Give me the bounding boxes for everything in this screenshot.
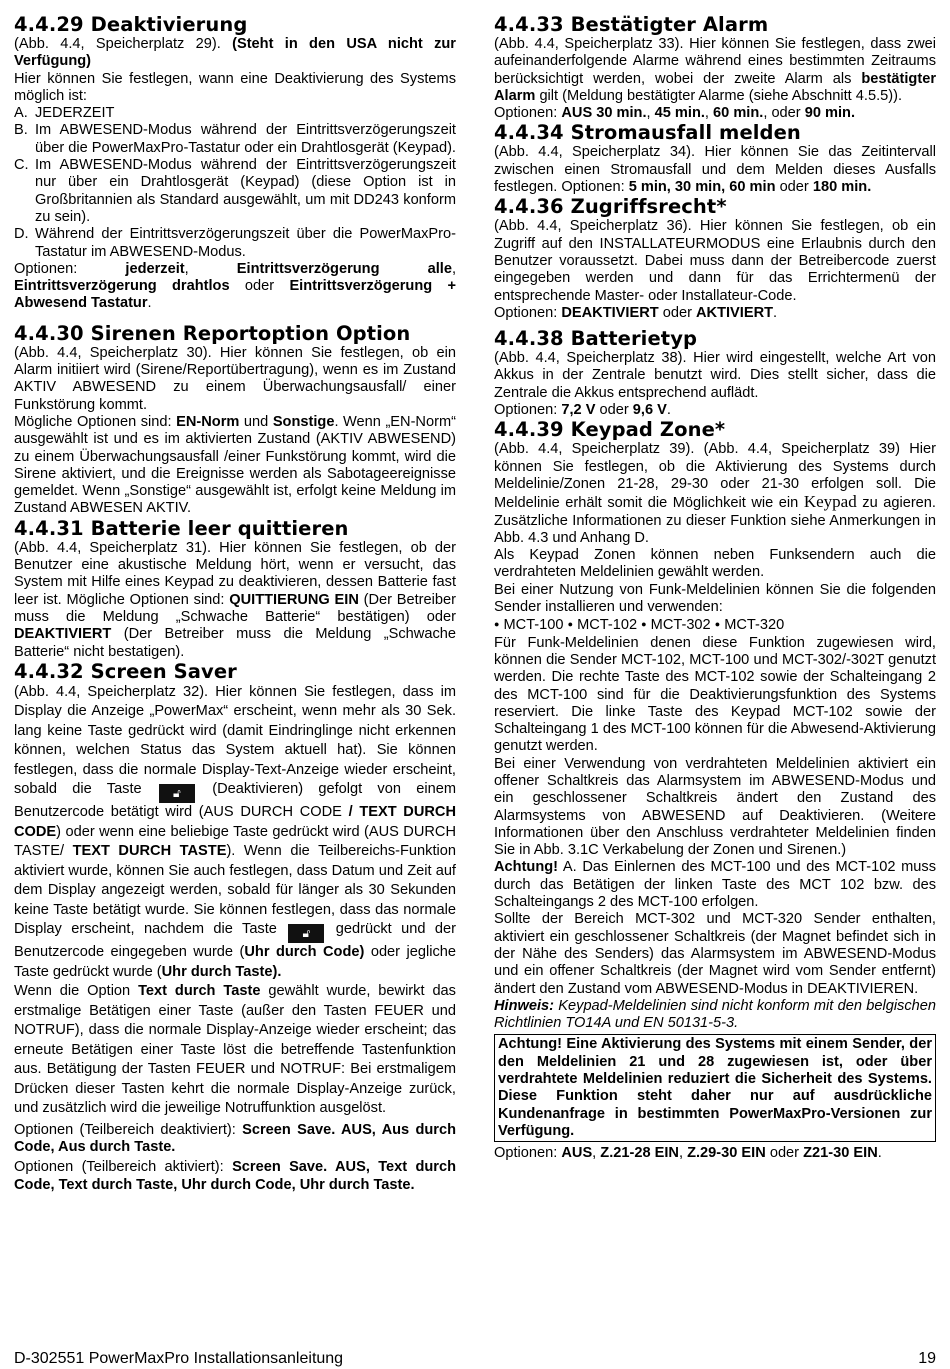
sender-item: MCT-100 (503, 617, 564, 634)
paragraph: (Abb. 4.4, Speicherplatz 34). Hier können Sie das Zeitintervall zwischen einen Stromausfall und dem Melden dieses Ausfalls festlegen. Optionen: 5 min, 30 min, 60 min oder 180 min. (494, 144, 936, 196)
bullet-icon: ● (714, 619, 721, 630)
bullet-icon: ● (641, 619, 647, 630)
section-4-4-34 (494, 122, 936, 196)
unlock-key-icon: 🔓︎ (288, 924, 324, 943)
paragraph: Optionen (Teilbereich aktiviert): Screen Save. AUS, Text durch Code, Text durch Taste, Uhr durch Code, Uhr durch Taste. (14, 1159, 456, 1193)
left-column (14, 14, 456, 1194)
footer-page-number: 19 (918, 1350, 936, 1367)
sender-item: MCT-102 (577, 617, 638, 634)
paragraph: Optionen (Teilbereich deaktiviert): Screen Save. AUS, Aus durch Code, Aus durch Taste. (14, 1121, 457, 1156)
list-item: C. Im ABWESEND-Modus während der Eintrittsverzögerungszeit nur über ein Drahtlosgerät (Keypad) (diese Option ist in Großbritannien als Standard ausgewählt, um mit DD243 konform zu sein). (14, 157, 456, 225)
paragraph: (Abb. 4.4, Speicherplatz 38). Hier wird eingestellt, welche Art von Akkus in der Zentrale benutzt wird. Dies stellt sicher, dass die Zentrale die Akkus entsprechend auflädt. (494, 350, 936, 401)
paragraph: (Abb. 4.4, Speicherplatz 36). Hier können Sie festlegen, ob ein Zugriff auf den INSTALLATEURMODUS eine Erlaubnis durch den Benutzer voraussetzt. Dabei muss dann der Betreibercode zuerst eingegeben werden und dann für das Errichtermenü der entsprechende Master- oder Installateur-Code. (494, 218, 936, 304)
sender-item: MCT-320 (724, 617, 785, 634)
bullet-icon: ● (494, 619, 500, 630)
paragraph: (Abb. 4.4, Speicherplatz 39). (Abb. 4.4, Speicherplatz 39) Hier können Sie festlegen, ob die Aktivierung des Systems durch Meldelinie/Zonen 21-28, 29-30 oder 21-30 erfolgen soll. Die Meldelinie erhält somit die Möglichkeit wie ein Keypad zu agieren. Zusätzliche Informationen zu dieser Funktion siehe Anmerkungen in Abb. 4.3 und Anhang D. (494, 441, 936, 546)
paragraph: (Abb. 4.4, Speicherplatz 32). Hier können Sie festlegen, dass im Display die Anzeige „PowerMax“ erscheint, wenn mehr als 30 Sek. lang keine Taste gedrückt wird (damit Eindringlinge nicht erkennen können, welchen Status das System aktuell hat). Sie können festlegen, dass die normale Display-Text-Anzeige wieder erscheint, sobald die Taste 🔓︎ (Deaktivieren) gefolgt von einem Benutzercode betätigt wird (AUS DURCH CODE / TEXT DURCH CODE) oder wenn eine beliebige Taste gedrückt wird (AUS DURCH TASTE/ TEXT DURCH TASTE). Wenn die Teilbereichs-Funktion aktiviert wurde, können Sie auch festlegen, dass Datum und Zeit auf dem Display angezeigt werden, sobald für länger als 30 Sekunden keine Taste betätigt wurde. Sie können festlegen, dass das normale Display erscheint, nachdem die Taste 🔓︎ gedrückt und der Benutzercode eingegeben wurde (Uhr durch Code) oder jegliche Taste gedrückt wurde (Uhr durch Taste). (14, 683, 457, 980)
section-4-4-38 (494, 328, 936, 419)
footer-document-title: D-302551 PowerMaxPro Installationsanleitung (14, 1350, 344, 1367)
sender-list (494, 616, 936, 634)
bullet-icon: ● (567, 619, 574, 630)
warning-box: Achtung! Eine Aktivierung des Systems mit einem Sender, der den Meldelinien 21 und 28 zugewiesen ist, oder über verdrahtete Meldelinien reduziert die Sicherheit des Systems. Diese Funktion steht daher nur auf ausdrückliche Kundenanfrage in bestimmten PowerMaxPro-Versionen zur Verfügung. (494, 1034, 936, 1142)
section-4-4-29 (14, 14, 456, 313)
section-4-4-39 (494, 419, 936, 1162)
section-4-4-30 (14, 323, 456, 518)
list-item: B. Im ABWESEND-Modus während der Eintrittsverzögerungszeit über die PowerMaxPro-Tastatur oder ein Drahtlosgerät (Keypad). (14, 122, 456, 156)
options-paragraph: Optionen: 7,2 V oder 9,6 V. (494, 402, 671, 419)
paragraph: Bei einer Nutzung von Funk-Meldelinien können Sie die folgenden Sender installieren und verwenden: (494, 581, 936, 616)
paragraph: Hier können Sie festlegen, wann eine Deaktivierung des Systems möglich ist: (14, 70, 456, 104)
unlock-key-icon: 🔓︎ (159, 784, 195, 803)
paragraph: Sollte der Bereich MCT-302 und MCT-320 Sender enthalten, aktiviert ein geschlossener Schaltkreis (der Magnet befindet sich in der Nähe des Senders) das Alarmsystem im ABWESEND-Modus und ein offener Schaltkreis (der Magnet wird vom Sender entfernt) ändert den Zustand vom ABWESEND-Modus in DEAKTIVIEREN. (494, 911, 936, 997)
section-4-4-33 (494, 14, 936, 122)
section-4-4-36 (494, 196, 936, 322)
options-paragraph: Optionen: AUS, Z.21-28 EIN, Z.29-30 EIN oder Z21-30 EIN. (494, 1145, 882, 1162)
section-title: 4.4.39 Keypad Zone* (494, 418, 726, 442)
paragraph: (Abb. 4.4, Speicherplatz 30). Hier können Sie festlegen, ob ein Alarm initiiert wird (Sirene/Reportübertragung), wenn es im Zustand AKTIV ABWESEND zu einem Überwachungsausfall/ einer Funkstörung kommt. (14, 344, 456, 413)
options-paragraph: Optionen: AUS 30 min., 45 min., 60 min., oder 90 min. (494, 105, 856, 122)
section-title: 4.4.32 Screen Saver (14, 659, 237, 683)
option-list (14, 105, 456, 261)
section-title: 4.4.36 Zugriffsrecht* (494, 195, 727, 219)
paragraph: (Abb. 4.4, Speicherplatz 31). Hier können Sie festlegen, ob der Benutzer eine akustische Meldung hört, wenn er versucht, das System mit Hilfe eines Keypad zu deaktivieren, dessen Batterie fast leer ist. Mögliche Optionen sind: QUITTIERUNG EIN (Der Betreiber muss die Meldung „Schwache Batterie“ bestätigen) oder DEAKTIVIERT (Der Betreiber muss die Meldung „Schwache Batterie“ nicht bestatigen). (14, 539, 456, 660)
section-title: 4.4.31 Batterie leer quittieren (14, 516, 349, 540)
section-title: 4.4.38 Batterietyp (494, 327, 698, 351)
options-paragraph: Optionen: jederzeit, Eintrittsverzögerung alle, Eintrittsverzögerung drahtlos oder Eintrittsverzögerung + Abwesend Tastatur. (14, 260, 456, 312)
section-4-4-31 (14, 518, 456, 661)
paragraph: Mögliche Optionen sind: EN-Norm und Sonstige. Wenn „EN-Norm“ ausgewählt ist und es im aktivierten Zustand (AKTIV ABWESEND) zu einem Überwachungsausfall /einer Funkstörung kommt, wird die Sirene aktiviert, und die Ereignisse werden als Sabotageereignisse gemeldet. Wenn „Sonstige“ ausgewählt ist, erfolgt keine Meldung im Zustand ABWESEN AKTIV. (14, 413, 456, 517)
paragraph: (Abb. 4.4, Speicherplatz 33). Hier können Sie festlegen, dass zwei aufeinanderfolgende Alarme während eines bestimmten Zeitraums berücksichtigt werden, wobei der zweite Alarm als bestätigter Alarm gilt (Meldung bestätigter Alarme (siehe Abschnitt 4.5.5)). (494, 36, 936, 104)
list-item: A. JEDERZEIT (14, 105, 115, 122)
hint-paragraph: Hinweis: Keypad-Meldelinien sind nicht konform mit den belgischen Richtlinien TO14A und EN 50131-5-3. (494, 997, 936, 1032)
section-title: 4.4.34 Stromausfall melden (494, 121, 801, 145)
paragraph: Für Funk-Meldelinien denen diese Funktion zugewiesen wird, können die Sender MCT-102, MCT-100 und MCT-302/-302T genutzt werden. Die rechte Taste des MCT-102 sowie der Schalteingang 2 des MCT-100 sind für die Deaktivierungsfunktion des Systems reserviert. Die linke Taste des Keypad MCT-102 sowie der Schalteingang 1 des MCT-100 können für die Abwesend-Aktivierung genutzt werden. (494, 634, 936, 755)
paragraph: Als Keypad Zonen können neben Funksendern auch die verdrahteten Meldelinien gewählt werden. (494, 547, 936, 581)
list-item: D. Während der Eintrittsverzögerungszeit über die PowerMaxPro-Tastatur im ABWESEND-Modus. (14, 226, 456, 260)
section-title: 4.4.29 Deaktivierung (14, 13, 248, 36)
section-title: 4.4.30 Sirenen Reportoption Option (14, 321, 411, 345)
paragraph: Wenn die Option Text durch Taste gewählt wurde, bewirkt das erstmalige Betätigen einer Taste (außer den Tasten FEUER und NOTRUF), dass die normale Display-Anzeige wieder erscheint; das erneute Betätigen einer Taste löst die betreffende Tastenfunktion aus. Betätigung der Tasten FEUER und NOTRUF: Bei erstmaligem Drücken dieser Tasten kehrt die normale Display-Anzeige zurück, und zusätzlich wird die jeweilige Notruffunktion ausgelöst. (14, 983, 456, 1117)
options-paragraph: Optionen: DEAKTIVIERT oder AKTIVIERT. (494, 304, 778, 321)
paragraph: Achtung! A. Das Einlernen des MCT-100 und des MCT-102 muss durch das Betätigen der linken Taste des MCT 102 bzw. des Schalteingangs 2 des MCT-100 erfolgen. (494, 859, 937, 911)
sender-item: MCT-302 (650, 617, 711, 634)
section-title: 4.4.33 Bestätigter Alarm (494, 13, 769, 36)
right-column (494, 14, 936, 1163)
section-4-4-32 (14, 661, 456, 1194)
paragraph: (Abb. 4.4, Speicherplatz 29). (Steht in den USA nicht zur Verfügung) (14, 36, 456, 70)
paragraph: Bei einer Verwendung von verdrahteten Meldelinien aktiviert ein offener Schaltkreis das Alarmsystem im ABWESEND-Modus und ein geschlossener Schaltkreis ändert den Zustand des Alarmsystems von ABWESEND auf Deaktivieren. (Weitere Informationen über den Anschluss verdrahteter Meldelinien finden Sie in Abb. 3.1C Verkabelung der Zonen und Sirenen.) (494, 755, 936, 859)
